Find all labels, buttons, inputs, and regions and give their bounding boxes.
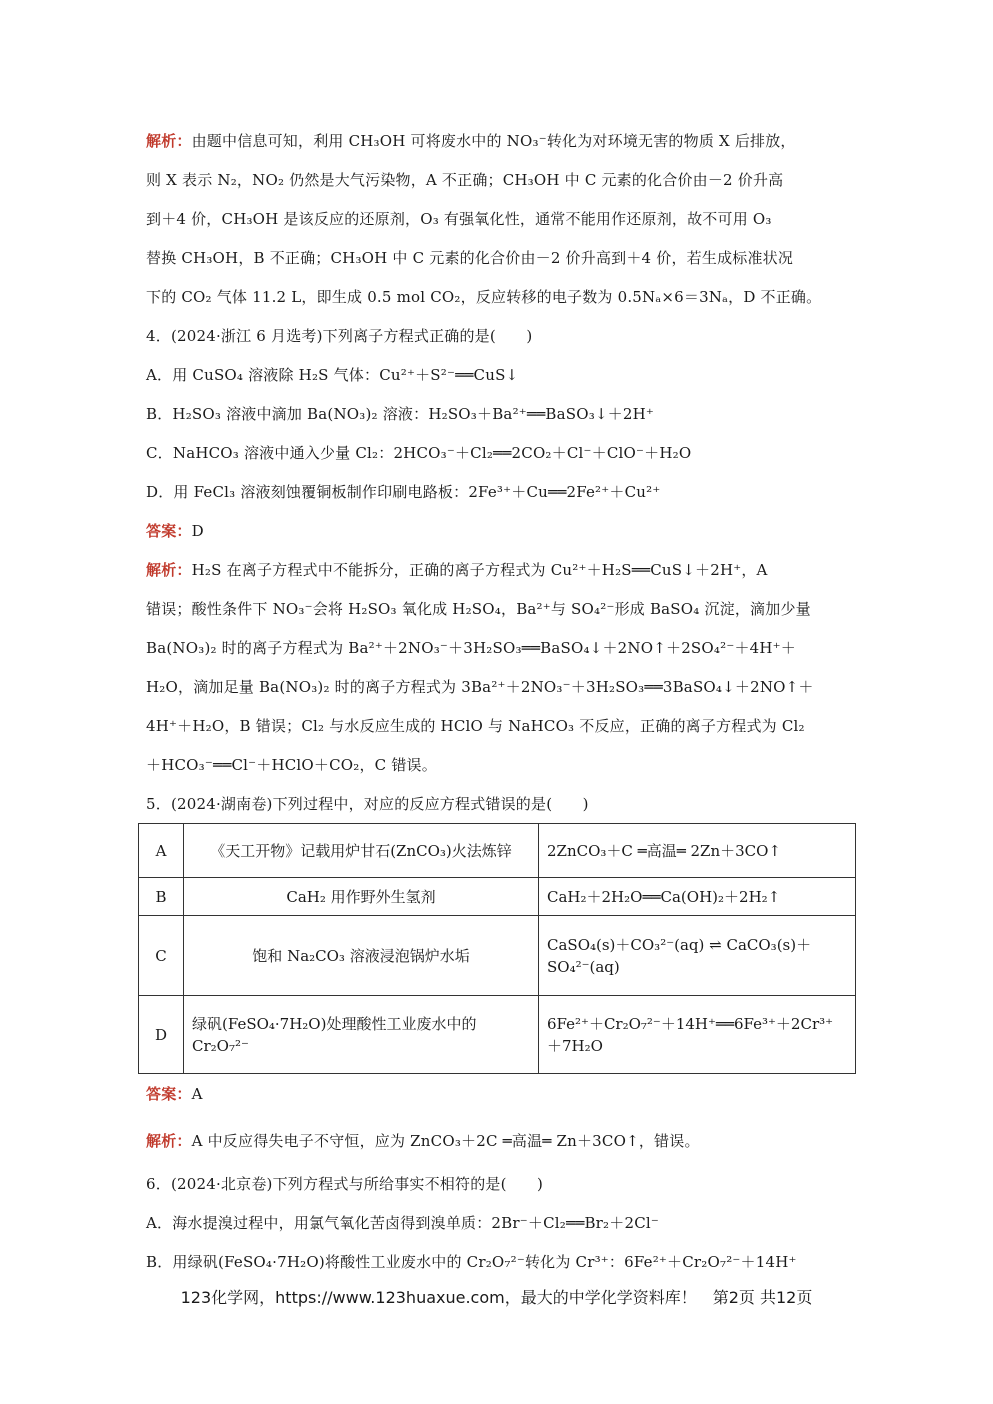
question-6-option-b: B．用绿矾(FeSO₄·7H₂O)将酸性工业废水中的 Cr₂O₇²⁻转化为 Cr³⁺：6Fe²⁺＋Cr₂O₇²⁻＋14H⁺ — [146, 1253, 797, 1271]
question-4-option-b: B．H₂SO₃ 溶液中滴加 Ba(NO₃)₂ 溶液：H₂SO₃＋Ba²⁺══BaSO₃↓＋2H⁺ — [146, 405, 655, 423]
row-label: B — [139, 878, 184, 916]
table-row — [139, 824, 856, 878]
table-row — [139, 996, 856, 1074]
explanation-line: 下的 CO₂ 气体 11.2 L，即生成 0.5 mol CO₂，反应转移的电子数为 0.5Nₐ×6＝3Nₐ，D 不正确。 — [146, 288, 822, 306]
question-4-explanation: ＋HCO₃⁻══Cl⁻＋HClO＋CO₂，C 错误。 — [146, 756, 437, 774]
question-4-explanation: 解析：H₂S 在离子方程式中不能拆分，正确的离子方程式为 Cu²⁺＋H₂S══CuS↓＋2H⁺，A — [146, 561, 768, 579]
row-process: CaH₂ 用作野外生氢剂 — [184, 878, 539, 916]
row-equation: CaSO₄(s)＋CO₃²⁻(aq) ⇌ CaCO₃(s)＋SO₄²⁻(aq) — [539, 916, 856, 996]
explanation-tag: 解析： — [146, 132, 192, 150]
question-5-answer: 答案：A — [146, 1085, 203, 1103]
row-equation: CaH₂＋2H₂O══Ca(OH)₂＋2H₂↑ — [539, 878, 856, 916]
table-row — [139, 878, 856, 916]
table-row — [139, 916, 856, 996]
row-label: C — [139, 916, 184, 996]
row-label: A — [139, 824, 184, 878]
question-4-option-c: C．NaHCO₃ 溶液中通入少量 Cl₂：2HCO₃⁻＋Cl₂══2CO₂＋Cl⁻＋ClO⁻＋H₂O — [146, 444, 692, 462]
row-process: 饱和 Na₂CO₃ 溶液浸泡锅炉水垢 — [184, 916, 539, 996]
row-label: D — [139, 996, 184, 1074]
question-5-stem: 5．(2024·湖南卷)下列过程中，对应的反应方程式错误的是( ) — [146, 795, 589, 813]
question-4-option-a: A．用 CuSO₄ 溶液除 H₂S 气体：Cu²⁺＋S²⁻══CuS↓ — [146, 366, 519, 384]
row-equation: 6Fe²⁺＋Cr₂O₇²⁻＋14H⁺══6Fe³⁺＋2Cr³⁺＋7H₂O — [539, 996, 856, 1074]
explanation-line: 则 X 表示 N₂，NO₂ 仍然是大气污染物，A 不正确；CH₃OH 中 C 元素的化合价由－2 价升高 — [146, 171, 784, 189]
question-6-stem: 6．(2024·北京卷)下列方程式与所给事实不相符的是( ) — [146, 1175, 544, 1193]
question-4-explanation: H₂O，滴加足量 Ba(NO₃)₂ 时的离子方程式为 3Ba²⁺＋2NO₃⁻＋3H₂SO₃══3BaSO₄↓＋2NO↑＋ — [146, 678, 814, 696]
explanation-line: 到＋4 价，CH₃OH 是该反应的还原剂，O₃ 有强氧化性，通常不能用作还原剂，故不可用 O₃ — [146, 210, 772, 228]
reaction-table — [138, 823, 856, 1074]
page-footer: 123化学网，https://www.123huaxue.com，最大的中学化学资料库！ 第2页 共12页 — [180, 1288, 813, 1307]
question-4-explanation: Ba(NO₃)₂ 时的离子方程式为 Ba²⁺＋2NO₃⁻＋3H₂SO₃══BaSO₄↓＋2NO↑＋2SO₄²⁻＋4H⁺＋ — [146, 639, 796, 657]
row-process: 绿矾(FeSO₄·7H₂O)处理酸性工业废水中的 Cr₂O₇²⁻ — [184, 996, 539, 1074]
question-6-option-a: A．海水提溴过程中，用氯气氧化苦卤得到溴单质：2Br⁻＋Cl₂══Br₂＋2Cl⁻ — [146, 1214, 659, 1232]
explanation-line: 解析：由题中信息可知，利用 CH₃OH 可将废水中的 NO₃⁻转化为对环境无害的物质 X 后排放， — [146, 132, 796, 150]
row-process: 《天工开物》记载用炉甘石(ZnCO₃)火法炼锌 — [184, 824, 539, 878]
question-4-explanation: 4H⁺＋H₂O，B 错误；Cl₂ 与水反应生成的 HClO 与 NaHCO₃ 不反应，正确的离子方程式为 Cl₂ — [146, 717, 805, 735]
explanation-line: 替换 CH₃OH，B 不正确；CH₃OH 中 C 元素的化合价由－2 价升高到＋4 价，若生成标准状况 — [146, 249, 794, 267]
question-4-answer: 答案：D — [146, 522, 204, 540]
question-5-explanation: 解析：A 中反应得失电子不守恒，应为 ZnCO₃＋2C ═高温═ Zn＋3CO↑，错误。 — [146, 1132, 700, 1150]
question-4-explanation: 错误；酸性条件下 NO₃⁻会将 H₂SO₃ 氧化成 H₂SO₄，Ba²⁺与 SO₄²⁻形成 BaSO₄ 沉淀，滴加少量 — [146, 600, 811, 618]
question-4-option-d: D．用 FeCl₃ 溶液刻蚀覆铜板制作印刷电路板：2Fe³⁺＋Cu══2Fe²⁺＋Cu²⁺ — [146, 483, 661, 501]
question-4-stem: 4．(2024·浙江 6 月选考)下列离子方程式正确的是( ) — [146, 327, 533, 345]
row-equation: 2ZnCO₃＋C ═高温═ 2Zn＋3CO↑ — [539, 824, 856, 878]
